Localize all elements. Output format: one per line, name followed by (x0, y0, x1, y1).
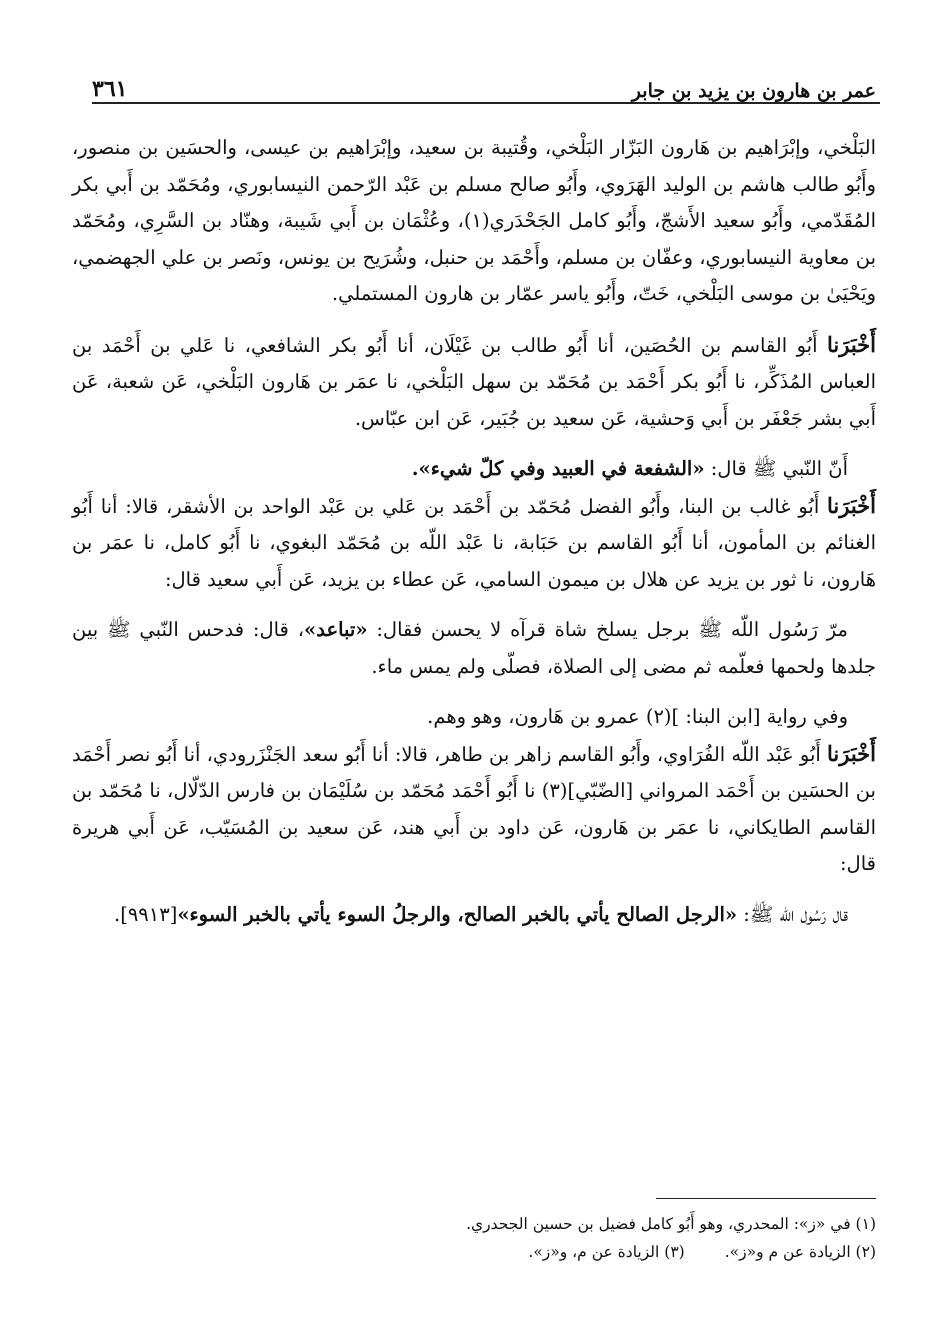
paragraph-hadith-3 (72, 897, 876, 934)
paragraph-hadith-1 (72, 451, 876, 488)
hadith-3-quote: «الرجل الصالح يأتي بالخبر الصالح، والرجلُ السوء يأتي بالخبر السوء» (177, 902, 738, 926)
hadith-2-quote: «تباعد» (304, 618, 368, 641)
footnote-1: (١) في «ز»: المحدري، وهو أَبُو كامل فضيل بن حسين الجحدري. (466, 1215, 876, 1233)
hadith-2-rest: ، قال: فدحس النّبي ﷺ بين جلدها ولحمها فعلّمه ثم مضى إلى الصلاة، فصلّى ولم يمس ماء. (72, 618, 876, 678)
isnad-1-text: أَبُو القاسم بن الحُصَين، أنا أَبُو طالب بن غَيْلَان، أنا أَبُو بكر الشافعي، نا عَلي بن أَحْمَد بن العباس المُذَكِّر، نا أَبُو بكر أَحْمَد بن مُحَمّد بن سهل البَلْخي، نا عمَر بن هَارون البَلْخي، عَن شعبة، عَن أَبي بشر جَعْفَر بن أَبي وَحشية، عَن سعيد بن جُبَير، عَن ابن عبّاس. (72, 333, 876, 430)
footnote-3: (٣) الزيادة عن م، و«ز». (528, 1243, 685, 1261)
page-number: ٣٦١ (92, 76, 128, 102)
header-rule (92, 102, 880, 104)
variant-note-text: وفي رواية [ابن البنا: ](٢) عمرو بن هَارون، وهو وهم. (427, 705, 848, 728)
hadith-1-quote: «الشفعة في العبيد وفي كلّ شيء». (411, 457, 705, 480)
paragraph-isnad-1 (72, 327, 876, 438)
paragraph-hadith-2 (72, 612, 876, 685)
akhbarana-lead: أَخْبَرَنا (827, 492, 876, 518)
footnotes (300, 1210, 876, 1266)
main-text (72, 130, 876, 933)
paragraph-isnad-3 (72, 736, 876, 883)
hadith-3-intro: قال رَسُول اللّه ﷺ: (737, 902, 848, 926)
footnote-rule (656, 1198, 876, 1199)
footnote-row (300, 1238, 876, 1266)
hadith-1-intro: أَنّ النّبي ﷺ قال: (704, 457, 848, 480)
paragraph-isnad-2 (72, 488, 876, 599)
running-title: عمر بن هارون بن يزيد بن جابر (631, 80, 876, 102)
hadith-2-intro: مرّ رَسُول اللّه ﷺ برجل يسلخ شاة قرآه لا يحسن فقال: (367, 618, 848, 641)
isnad-2-text: أَبُو غالب بن البنا، وأَبُو الفضل مُحَمّد بن أَحْمَد بن عَلي بن عَبْد الواحد بن الأشقر، قالا: أنا أَبُو الغنائم بن المأمون، أنا أَبُو القاسم بن حَبَابة، نا عَبْد اللّه بن مُحَمّد البغوي، نا أَبُو كامل، نا عمَر بن هَارون، نا ثور بن يزيد عن هلال بن ميمون السامي، عَن عطاء بن يزيد، عَن أَبي سعيد قال: (72, 494, 876, 591)
akhbarana-lead: أَخْبَرَنا (827, 740, 876, 766)
hadith-number: [٩٩١٣]. (114, 902, 178, 926)
page-header (92, 62, 876, 102)
paragraph-narrators-text: البَلْخي، وإبْرَاهيم بن هَارون البَزّار البَلْخي، وقُتيبة بن سعيد، وإبْرَاهيم بن عيسى، والحسَين بن منصور، وأَبُو طالب هاشم بن الوليد الهَرَوي، وأَبُو صالح مسلم بن عَبْد الرّحمن النيسابوري، ومُحَمّد بن أَبي بكر المُقَدّمي، وأَبُو سعيد الأَشجّ، وأَبُو كامل الجَحْدَري(١)، وعُثْمَان بن أَبي شَيبة، وهنّاد بن السَّرِي، ومُحَمّد بن معاوية النيسابوري، وعفّان بن مسلم، وأَحْمَد بن حنبل، وشُرَيح بن يونس، ونَصر بن علي الجهضمي، ويَحْيَىٰ بن موسى البَلْخي، خَتّ، وأَبُو ياسر عمّار بن هارون المستملي. (72, 136, 876, 305)
isnad-3-text: أَبُو عَبْد اللّه الفُرَاوي، وأَبُو القاسم زاهر بن طاهر، قالا: أنا أَبُو سعد الجَنْزَرودي، أنا أَبُو نصر أَحْمَد بن الحسَين بن أَحْمَد المرواني [الضّبّي](٣) نا أَبُو أَحْمَد مُحَمّد بن سُلَيْمَان بن فارس الدّلّال، نا مُحَمّد بن القاسم الطايكاني، نا عمَر بن هَارون، عَن داود بن أَبي هند، عَن سعيد بن المُسَيّب، عَن أَبي هريرة قال: (72, 742, 876, 875)
paragraph-variant-note (72, 699, 876, 736)
footnote-2: (٢) الزيادة عن م و«ز». (724, 1243, 876, 1261)
akhbarana-lead: أَخْبَرَنا (827, 331, 876, 357)
paragraph-narrators (72, 130, 876, 313)
